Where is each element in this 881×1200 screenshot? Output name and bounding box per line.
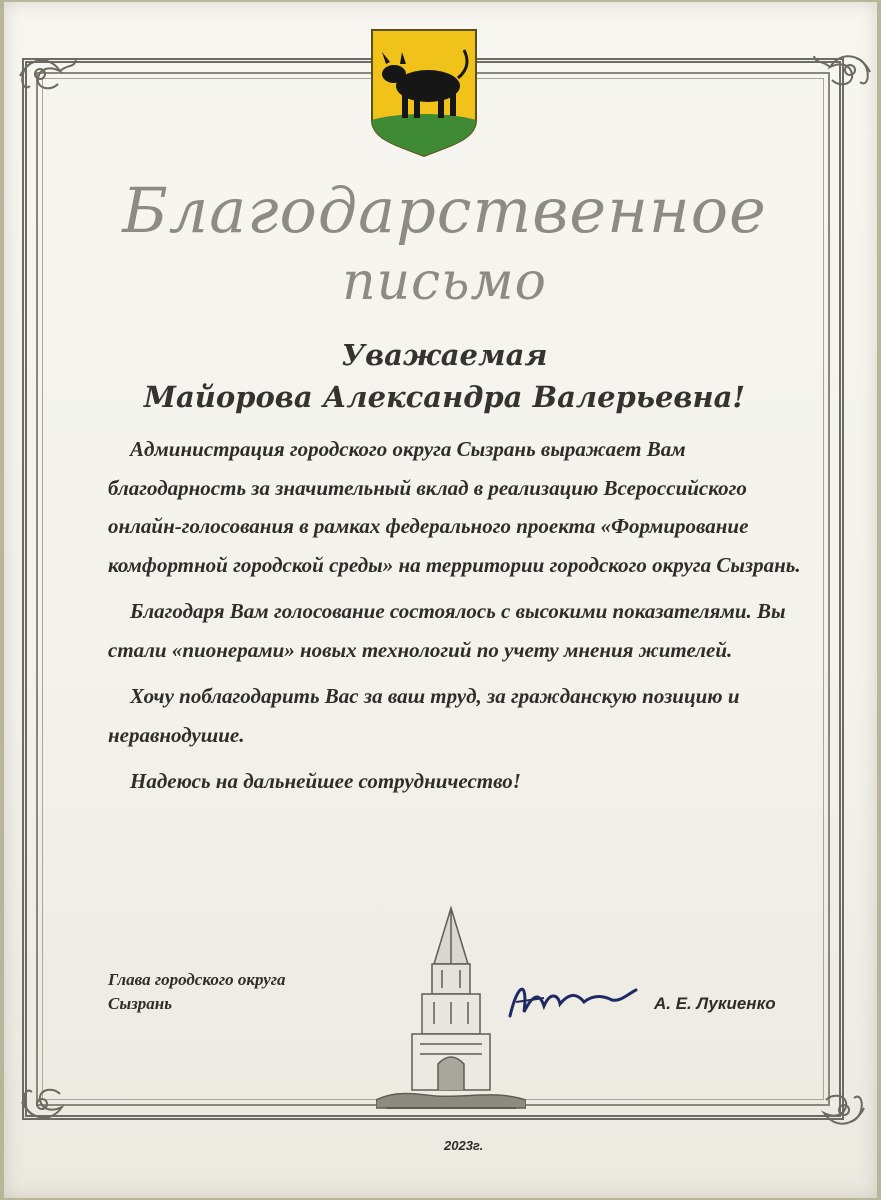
paragraph: Надеюсь на дальнейшее сотрудничество! bbox=[130, 769, 521, 793]
greeting-salutation: Уважаемая bbox=[341, 338, 548, 372]
ornament-corner-icon bbox=[12, 1072, 82, 1132]
paragraph: Хочу поблагодарить Вас за ваш труд, за гражданскую позицию и неравнодушие. bbox=[108, 684, 740, 747]
paragraph: Администрация городского округа Сызрань выражает Вам благодарность за значительный вклад в реализацию Всероссийского онлайн-голосования в рамках федерального проекта «Формирование комфортной городской среды» на территории городского округа Сызрань. bbox=[108, 437, 801, 577]
signature bbox=[504, 972, 644, 1032]
signatory-name: А. Е. Лукиенко bbox=[654, 994, 776, 1013]
signatory-title-line2: Сызрань bbox=[108, 994, 172, 1013]
paragraph: Благодаря Вам голосование состоялось с высокими показателями. Вы стали «пионерами» новых технологий по учету мнения жителей. bbox=[108, 599, 786, 662]
signatory-title-line1: Глава городского округа bbox=[108, 970, 286, 989]
coat-of-arms-icon bbox=[368, 28, 480, 158]
letter-title-line1: Благодарственное bbox=[122, 174, 767, 247]
letter-page bbox=[4, 2, 877, 1198]
recipient-name: Майорова Александра Валерьевна! bbox=[143, 380, 746, 414]
signatory-title bbox=[108, 968, 368, 1016]
ornament-corner-icon bbox=[804, 1078, 874, 1138]
ornament-corner-icon bbox=[810, 42, 880, 102]
letter-body bbox=[108, 430, 808, 809]
letter-title-line2: письмо bbox=[342, 252, 547, 312]
letter-year: 2023г. bbox=[444, 1138, 484, 1153]
ornament-corner-icon bbox=[10, 46, 80, 106]
